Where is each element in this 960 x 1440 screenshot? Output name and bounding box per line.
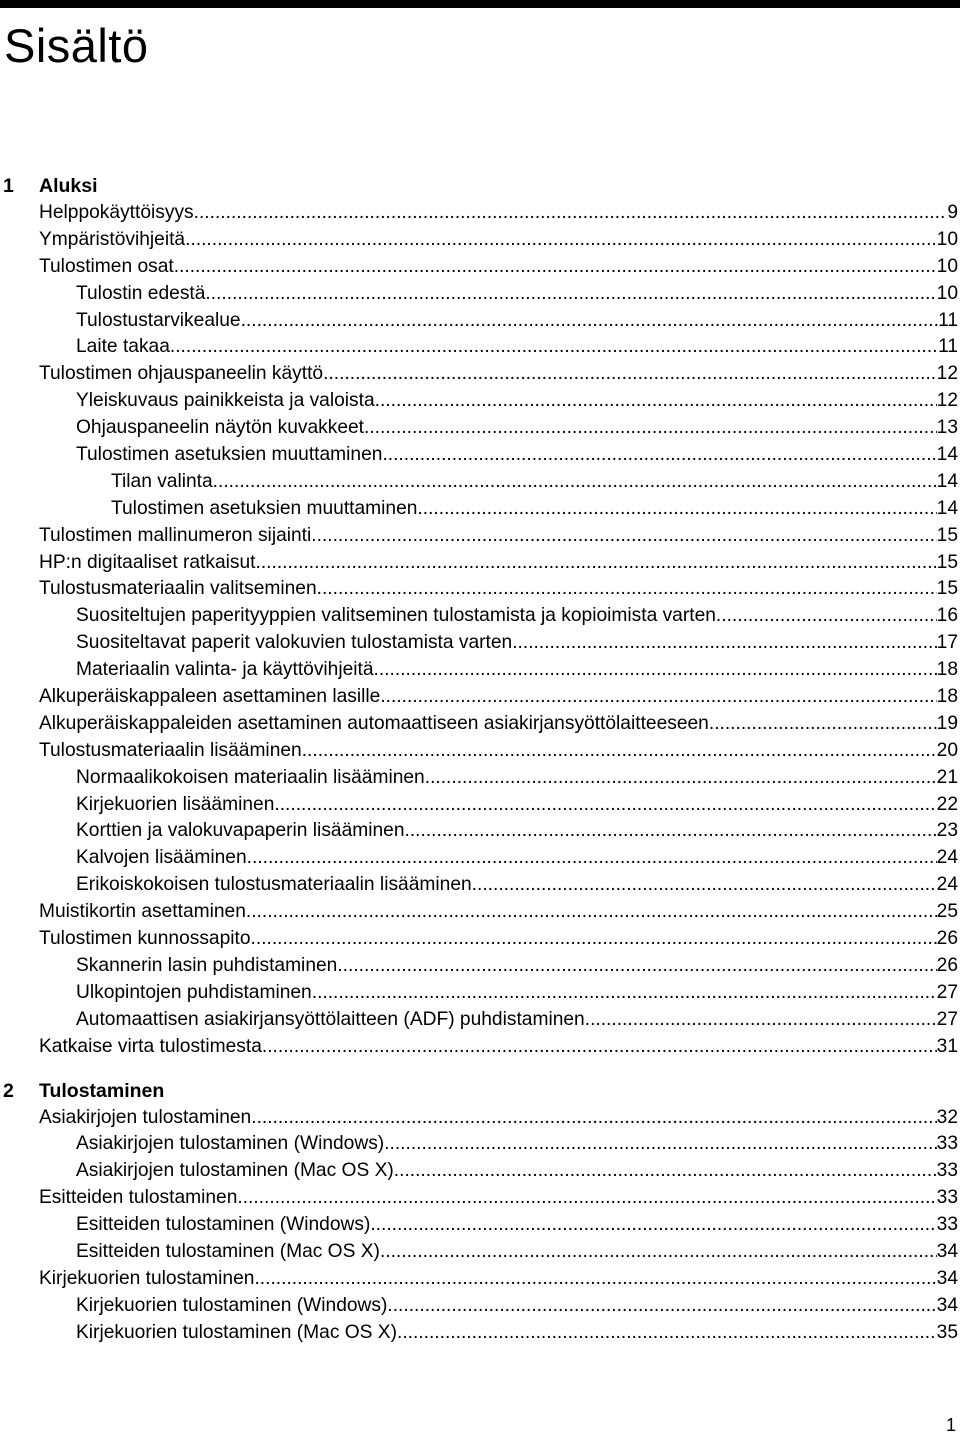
toc-entry-label: Tulostusmateriaalin lisääminen (39, 739, 302, 761)
toc-entry[interactable] (0, 953, 958, 980)
toc-entry-label: Esitteiden tulostaminen (Mac OS X) (76, 1240, 380, 1262)
toc-entry-label: Korttien ja valokuvapaperin lisääminen (76, 820, 405, 842)
toc-entry-page: 11 (938, 336, 958, 358)
toc-entry-label: Katkaise virta tulostimesta (39, 1035, 262, 1057)
toc-entry-page: 18 (936, 686, 958, 708)
toc-entry[interactable] (0, 254, 958, 281)
toc-entry-page: 16 (936, 605, 958, 627)
toc-entry-page: 14 (936, 444, 958, 466)
toc-entry-page: 25 (936, 901, 958, 923)
toc-dot-leader (405, 818, 937, 845)
toc-entry-label: Erikoiskokoisen tulostusmateriaalin lisääminen (76, 874, 472, 896)
chapter-1 (0, 172, 960, 1061)
toc-dot-leader (241, 308, 938, 335)
toc-entry[interactable] (0, 496, 958, 523)
toc-entry-page: 14 (936, 470, 958, 492)
toc-dot-leader (317, 576, 937, 603)
toc-dot-leader (384, 1131, 936, 1158)
toc-entry-page: 34 (936, 1294, 958, 1316)
toc-entry-label: Asiakirjojen tulostaminen (Mac OS X) (76, 1160, 394, 1182)
toc-entry-label: Esitteiden tulostaminen (39, 1187, 238, 1209)
chapter-entries (0, 1105, 960, 1347)
toc-entry-label: Helppokäyttöisyys (39, 202, 194, 223)
chapter-title: Aluksi (39, 175, 98, 197)
toc-entry-label: Tulostimen mallinumeron sijainti (39, 524, 312, 546)
toc-entry[interactable] (0, 576, 958, 603)
toc-dot-leader (425, 765, 937, 792)
toc-entry[interactable] (0, 1007, 958, 1034)
toc-entry-label: Tulostimen kunnossapito (39, 928, 251, 950)
toc-dot-leader (205, 281, 936, 308)
toc-entry[interactable] (0, 630, 958, 657)
toc-entry[interactable] (0, 1293, 958, 1320)
toc-entry-page: 34 (936, 1240, 958, 1262)
toc-dot-leader (302, 738, 937, 765)
toc-entry-page: 33 (936, 1160, 958, 1182)
toc-entry-page: 32 (936, 1106, 958, 1128)
toc-entry[interactable] (0, 1320, 958, 1347)
toc-entry-page: 26 (936, 928, 958, 950)
toc-entry-page: 31 (936, 1035, 958, 1057)
toc-entry[interactable] (0, 1212, 958, 1239)
toc-entry-page: 9 (947, 202, 958, 223)
toc-dot-leader (194, 200, 948, 227)
toc-entry[interactable] (0, 765, 958, 792)
toc-entry-page: 10 (936, 255, 958, 277)
toc-dot-leader (337, 953, 936, 980)
toc-dot-leader (262, 1034, 937, 1061)
toc-entry[interactable] (0, 281, 958, 308)
toc-entry-page: 24 (936, 847, 958, 869)
toc-entry-page: 10 (936, 228, 958, 250)
toc-entry-page: 33 (936, 1214, 958, 1236)
toc-entry-page: 17 (936, 632, 958, 654)
toc-entry-page: 11 (938, 309, 958, 331)
toc-entry-label: Esitteiden tulostaminen (Windows) (76, 1214, 371, 1236)
toc-entry[interactable] (0, 415, 958, 442)
toc-entry-page: 10 (936, 282, 958, 304)
toc-entry-page: 13 (936, 417, 958, 439)
toc-entry[interactable] (0, 334, 958, 361)
toc-dot-leader (417, 496, 936, 523)
toc-dot-leader (375, 388, 937, 415)
toc-dot-leader (185, 227, 937, 254)
toc-entry-label: Muistikortin asettaminen (39, 901, 246, 923)
toc-entry-label: Yleiskuvaus painikkeista ja valoista (76, 390, 375, 412)
toc-entry-label: Kalvojen lisääminen (76, 847, 247, 869)
toc-entry-page: 18 (936, 659, 958, 681)
toc-entry-page: 34 (936, 1267, 958, 1289)
toc-entry-label: Tilan valinta (111, 470, 213, 492)
toc-entry-page: 14 (936, 497, 958, 519)
toc-entry-label: Ympäristövihjeitä (39, 228, 186, 250)
toc-entry-label: Alkuperäiskappaleen asettaminen lasille (39, 686, 381, 708)
toc-entry-label: Suositeltavat paperit valokuvien tulostamista varten (76, 632, 513, 654)
table-of-contents (0, 172, 960, 1347)
chapter-heading[interactable] (0, 172, 960, 200)
toc-dot-leader (512, 630, 936, 657)
toc-entry-label: Kirjekuorien tulostaminen (Mac OS X) (76, 1321, 397, 1343)
toc-entry-label: Tulostimen ohjauspaneelin käyttö (39, 363, 324, 385)
toc-entry-page: 15 (936, 578, 958, 600)
toc-dot-leader (585, 1007, 937, 1034)
toc-entry-page: 12 (936, 390, 958, 412)
toc-entry-label: Asiakirjojen tulostaminen (39, 1106, 252, 1128)
toc-entry[interactable] (0, 980, 958, 1007)
toc-dot-leader (254, 1266, 936, 1293)
toc-entry-page: 27 (936, 1008, 958, 1030)
toc-entry-page: 12 (936, 363, 958, 385)
toc-dot-leader (374, 657, 937, 684)
toc-dot-leader (380, 684, 936, 711)
toc-entry-label: Alkuperäiskappaleiden asettaminen automaattiseen asiakirjansyöttölaitteeseen (39, 712, 709, 734)
toc-entry-label: Tulostimen asetuksien muuttaminen (76, 444, 383, 466)
toc-entry-label: Skannerin lasin puhdistaminen (76, 954, 338, 976)
toc-entry-label: HP:n digitaaliset ratkaisut (39, 551, 256, 573)
toc-dot-leader (709, 711, 937, 738)
toc-dot-leader (312, 980, 937, 1007)
page-title: Sisältö (4, 19, 149, 72)
top-rule (0, 0, 960, 8)
toc-dot-leader (394, 1158, 937, 1185)
toc-entry-label: Tulostimen osat (39, 255, 174, 277)
toc-entry-page: 33 (936, 1133, 958, 1155)
toc-dot-leader (246, 899, 937, 926)
toc-entry-label: Asiakirjojen tulostaminen (Windows) (76, 1133, 385, 1155)
toc-entry[interactable] (0, 926, 958, 953)
toc-entry-page: 19 (936, 712, 958, 734)
toc-entry[interactable] (0, 388, 958, 415)
toc-dot-leader (472, 872, 937, 899)
toc-entry[interactable] (0, 1185, 958, 1212)
toc-dot-leader (716, 603, 937, 630)
toc-entry[interactable] (0, 684, 958, 711)
toc-entry-label: Tulostin edestä (76, 282, 206, 304)
toc-entry-label: Laite takaa (76, 336, 170, 358)
toc-entry-label: Tulostustarvikealue (76, 309, 241, 331)
toc-dot-leader (237, 1185, 936, 1212)
toc-entry-page: 33 (936, 1187, 958, 1209)
toc-dot-leader (382, 442, 936, 469)
toc-entry-label: Automaattisen asiakirjansyöttölaitteen (ADF) puhdistaminen (76, 1008, 585, 1030)
chapter-2 (0, 1077, 960, 1347)
toc-entry[interactable] (0, 792, 958, 819)
chapter-number: 1 (3, 175, 14, 197)
toc-entry[interactable] (0, 523, 958, 550)
toc-entry-label: Suositeltujen paperityyppien valitseminen tulostamista ja kopioimista varten (76, 605, 716, 627)
toc-entry-label: Kirjekuorien lisääminen (76, 793, 275, 815)
toc-entry[interactable] (0, 200, 958, 227)
toc-dot-leader (247, 845, 937, 872)
toc-entry[interactable] (0, 845, 958, 872)
toc-entry[interactable] (0, 550, 958, 577)
toc-entry-page: 23 (936, 820, 958, 842)
toc-entry[interactable] (0, 818, 958, 845)
toc-entry[interactable] (0, 442, 958, 469)
page-number: 1 (945, 1415, 956, 1435)
toc-entry[interactable] (0, 1266, 958, 1293)
toc-entry[interactable] (0, 1105, 958, 1132)
toc-entry-label: Materiaalin valinta- ja käyttövihjeitä (76, 659, 374, 681)
toc-dot-leader (380, 1239, 937, 1266)
toc-entry[interactable] (0, 1239, 958, 1266)
toc-entry-page: 26 (936, 954, 958, 976)
toc-dot-leader (364, 415, 937, 442)
toc-dot-leader (397, 1320, 937, 1347)
toc-entry-page: 20 (936, 739, 958, 761)
toc-entry-page: 27 (936, 981, 958, 1003)
toc-entry[interactable] (0, 899, 958, 926)
toc-entry-label: Kirjekuorien tulostaminen (39, 1267, 255, 1289)
chapter-entries (0, 200, 960, 1061)
toc-entry-label: Ulkopintojen puhdistaminen (76, 981, 312, 1003)
toc-entry-label: Ohjauspaneelin näytön kuvakkeet (76, 417, 365, 439)
toc-entry[interactable] (0, 711, 958, 738)
toc-entry[interactable] (0, 469, 958, 496)
toc-dot-leader (256, 550, 937, 577)
toc-entry-label: Kirjekuorien tulostaminen (Windows) (76, 1294, 388, 1316)
toc-entry[interactable] (0, 657, 958, 684)
toc-dot-leader (174, 254, 937, 281)
toc-dot-leader (323, 361, 937, 388)
toc-dot-leader (251, 1105, 936, 1132)
chapter-number: 2 (3, 1079, 14, 1102)
toc-entry-label: Tulostimen asetuksien muuttaminen (111, 497, 418, 519)
toc-dot-leader (370, 1212, 936, 1239)
toc-entry[interactable] (0, 603, 958, 630)
toc-entry-page: 15 (936, 524, 958, 546)
toc-entry-label: Normaalikokoisen materiaalin lisääminen (76, 766, 425, 788)
toc-entry[interactable] (0, 1158, 958, 1185)
toc-entry-label: Tulostusmateriaalin valitseminen (39, 578, 317, 600)
chapter-title: Tulostaminen (39, 1079, 165, 1102)
toc-entry-page: 35 (936, 1321, 958, 1343)
toc-entry[interactable] (0, 308, 958, 335)
toc-dot-leader (213, 469, 937, 496)
toc-dot-leader (170, 334, 938, 361)
toc-dot-leader (251, 926, 937, 953)
toc-entry-page: 24 (936, 874, 958, 896)
toc-entry[interactable] (0, 1034, 958, 1061)
toc-dot-leader (274, 792, 936, 819)
toc-dot-leader (311, 523, 936, 550)
chapter-heading[interactable] (0, 1077, 960, 1105)
toc-entry-page: 22 (936, 793, 958, 815)
toc-entry[interactable] (0, 1131, 958, 1158)
toc-entry[interactable] (0, 361, 958, 388)
toc-entry[interactable] (0, 227, 958, 254)
toc-entry-page: 15 (936, 551, 958, 573)
toc-dot-leader (387, 1293, 936, 1320)
toc-entry-page: 21 (936, 766, 958, 788)
toc-entry[interactable] (0, 872, 958, 899)
toc-entry[interactable] (0, 738, 958, 765)
